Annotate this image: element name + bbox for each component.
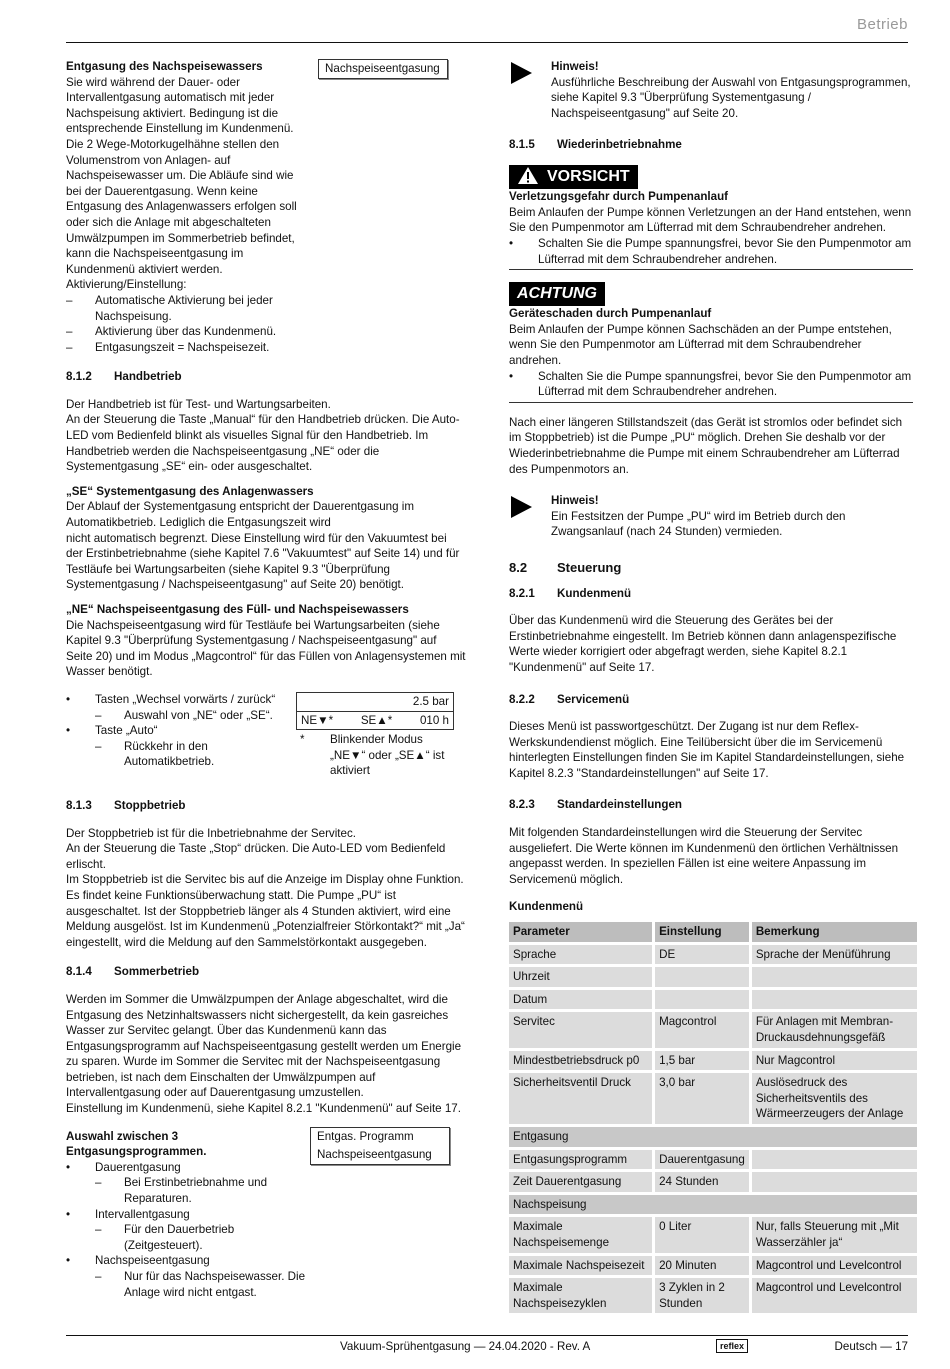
program-heading: Auswahl zwischen 3 Entgasungsprogrammen. — [66, 1129, 207, 1159]
footer-rule — [66, 1335, 908, 1336]
nachspeise-heading: Entgasung des Nachspeisewassers — [66, 60, 263, 73]
display-box-program: Entgas. Programm Nachspeiseentgasung — [310, 1127, 450, 1165]
table-row: Sicherheitsventil Druck 3,0 bar Auslösedruck des Sicherheitsventils des Wärmeerzeugers der Anlage — [509, 1073, 917, 1124]
table-row: Servitec Magcontrol Für Anlagen mit Membran-Druckausdehnungsgefäß — [509, 1012, 917, 1047]
arrow-right-icon — [509, 59, 551, 121]
page-header-section: Betrieb — [856, 16, 908, 33]
handbetrieb-para-1: Der Handbetrieb ist für Test- und Wartungsarbeiten. — [66, 397, 331, 411]
header-rule — [66, 42, 908, 43]
list-item: – Nur für das Nachspeisewasser. Die Anlage wird nicht entgast. — [95, 1270, 306, 1299]
display-box-nachspeiseentgasung: Nachspeiseentgasung — [318, 59, 448, 79]
display-se: SE▲* — [360, 713, 393, 727]
list-item: • Tasten „Wechsel vorwärts / zurück“ — [66, 692, 276, 706]
achtung-block: ACHTUNG Geräteschaden durch Pumpenanlauf Beim Anlaufen der Pumpe können Sachschäden an der Pumpe entstehen, wenn Sie den Pumpenmotor am Lüfterrad mit dem Schraubendreher andrehen. • Schalten Sie die Pumpe spannungsfrei, bevor Sie den Pumpenmotor am Lüfterrad mit dem Schraubendreher andrehen. — [509, 282, 913, 403]
list-item: – Bei Erstinbetriebnahme und Reparaturen. — [95, 1176, 268, 1206]
handbetrieb-para-2: An der Steuerung die Taste „Manual“ für den Handbetrieb drücken. Die Auto-LED vom Bedienfeld blinkt als visuelles Signal für den Handbetrieb. Im Handbetrieb werden die Nachspeiseentgasung „NE“ oder die Systementgasung „SE“ ein- oder ausgeschaltet. — [66, 413, 460, 474]
sommer-para-1: Werden im Sommer die Umwälzpumpen der Anlage abgeschaltet, wird die Entgasung des Netzinhaltswassers nicht sichergestellt, da kein gasreiches Wasser zur Servitec gelangt. Über das Kundenmenü kann das Entgasungsprogramm auf Nachspeiseentgasung gestellt werden um Energie zu sparen. Wurde im Sommer die Servitec mit der Nachspeiseentgasung betrieben, ist nach dem Einschalten der Umwälzpumpen auf Intervallentgasung oder auf Dauerentgasung umzustellen. — [66, 992, 462, 1100]
table-row: Maximale Nachspeisemenge 0 Liter Nur, falls Steuerung mit „Mit Wasserzähler ja“ — [509, 1217, 917, 1252]
ne-para-1: Die Nachspeiseentgasung wird für Testläufe bei Wartungsarbeiten (siehe Kapitel 9.3 "Überprüfung Systementgasung / Nachspeiseentgasung" auf Seite 20) und im Modus „Magcontrol“ für das Füllen von Anlagensystemen mit Wasser benötigt. — [66, 618, 466, 679]
table-title: Kundenmenü — [509, 900, 584, 914]
hint-note-2: Hinweis! Ein Festsitzen der Pumpe „PU“ wird im Betrieb durch den Zwangsanlauf (nach 24 Stunden) vermieden. — [509, 493, 913, 540]
reflex-logo: reflex — [716, 1339, 748, 1353]
footer-document-title: Vakuum-Sprühentgasung — 24.04.2020 - Rev. A — [340, 1340, 591, 1353]
footer-page-number: Deutsch — 17 — [834, 1340, 908, 1353]
list-item: • Intervallentgasung — [66, 1207, 190, 1221]
section-heading-8-1-5: 8.1.5 Wiederinbetriebnahme — [509, 138, 682, 152]
stopp-para-2: An der Steuerung die Taste „Stop“ drücken. Die Auto-LED vom Bedienfeld erlischt. — [66, 842, 446, 871]
stopp-para-3: Im Stoppbetrieb ist die Servitec bis auf die Anzeige im Display ohne Funktion. Es findet keine Funktionsüberwachung statt. Die Pumpe „PU“ ist ausgeschaltet. Ist der Stoppbetrieb länger als 4 Stunden aktiviert, wird eine Meldung ausgelöst. Ist im Kundenmenü „Potenzialfreier Störkontakt?“ mit „Ja“ eingestellt, wird die Meldung auf den Sammelstörkontakt ausgegeben. — [66, 873, 465, 949]
section-heading-8-2: 8.2 Steuerung — [509, 559, 622, 575]
nachspeise-para-3: Aktivierung/Einstellung: — [66, 278, 187, 292]
section-heading-8-2-3: 8.2.3 Standardeinstellungen — [509, 798, 682, 812]
controller-display — [296, 692, 454, 730]
servicemenu-para: Dieses Menü ist passwortgeschützt. Der Zugang ist nur dem Reflex-Werkskundendienst möglich. Eine Teilübersicht über die im Servicemenü hinterlegten Einstellungen finden Sie im Kapitel Standardeinstellungen, siehe Kapitel 8.2.3 "Standardeinstellungen" auf Seite 17. — [509, 720, 905, 780]
standard-para: Mit folgenden Standardeinstellungen wird die Steuerung der Servitec ausgeliefert. Die Werte können im Kundenmenü den örtlichen Verhältnissen angepasst werden. In speziellen Fällen ist eine weitere Anpassung im Servicemenü möglich. — [509, 826, 899, 886]
se-para-1: Der Ablauf der Systementgasung entspricht der Dauerentgasung im Automatikbetrieb. Lediglich die Entgasungszeit wird — [66, 500, 415, 530]
warning-triangle-icon — [517, 166, 539, 189]
list-item: • Schalten Sie die Pumpe spannungsfrei, bevor Sie den Pumpenmotor am Lüfterrad mit dem Schraubendreher andrehen. — [509, 369, 912, 399]
list-item: – Rückkehr in den Automatikbetrieb. — [95, 739, 215, 769]
display-ne: NE▼* — [301, 713, 334, 727]
se-heading: „SE“ Systementgasung des Anlagenwassers — [66, 484, 314, 498]
display-footnote: * Blinkender Modus „NE▼“ oder „SE▲“ ist aktiviert — [300, 733, 445, 778]
table-row: Maximale Nachspeisezeit 20 Minuten Magcontrol und Levelcontrol — [509, 1256, 917, 1276]
table-row: Uhrzeit — [509, 967, 917, 987]
table-row: Datum — [509, 990, 917, 1010]
section-heading-8-2-1: 8.2.1 Kundenmenü — [509, 586, 632, 600]
vorsicht-badge: VORSICHT — [509, 165, 638, 189]
arrow-right-icon — [509, 493, 551, 540]
kundenmenu-table — [506, 919, 920, 1316]
table-group-row: Nachspeisung — [509, 1195, 917, 1215]
display-pressure: 2.5 bar — [412, 694, 449, 708]
list-item: • Dauerentgasung — [66, 1160, 181, 1174]
section-heading-8-1-3: 8.1.3 Stoppbetrieb — [66, 798, 186, 812]
column-header: Parameter — [509, 922, 652, 942]
key-list-block — [66, 692, 466, 784]
achtung-badge: ACHTUNG — [509, 282, 605, 306]
list-item: • Taste „Auto“ — [66, 724, 158, 738]
right-column — [509, 59, 913, 1316]
table-header-row — [509, 922, 917, 942]
ne-heading: „NE“ Nachspeiseentgasung des Füll- und Nachspeisewassers — [66, 603, 409, 616]
list-item: – Auswahl von „NE“ oder „SE“. — [95, 708, 273, 722]
vorsicht-block: VORSICHT Verletzungsgefahr durch Pumpenanlauf Beim Anlaufen der Pumpe können Verletzungen an der Hand entstehen, wenn Sie den Pumpenmotor am Lüfterrad mit dem Schraubendreher andrehen. • Schalten Sie die Pumpe spannungsfrei, bevor Sie den Pumpenmotor am Lüfterrad mit dem Schraubendreher andrehen. — [509, 165, 913, 270]
section-heading-8-2-2: 8.2.2 Servicemenü — [509, 692, 630, 706]
column-header: Bemerkung — [752, 922, 917, 942]
list-item: – Für den Dauerbetrieb (Zeitgesteuert). — [95, 1223, 235, 1252]
section-heading-8-1-2: 8.1.2 Handbetrieb — [66, 370, 182, 384]
nachspeise-para-2: Die 2 Wege-Motorkugelhähne stellen den Volumenstrom von Anlagen- auf Nachspeisewasser um. Die Abläufe sind wie bei der Dauerentgasung. Wenn keine Entgasung des Anlagenwassers erfolgen soll oder sich die Anlage mit abgeschalteten Umwälzpumpen im Sommerbetrieb befindet, kann die Nachspeiseentgasung im Kundenmenü aktiviert werden. — [66, 137, 297, 276]
page-footer — [66, 1339, 908, 1357]
table-group-row: Entgasung — [509, 1127, 917, 1147]
table-row: Entgasungsprogramm Dauerentgasung — [509, 1150, 917, 1170]
table-row: Mindestbetriebsdruck p0 1,5 bar Nur Magcontrol — [509, 1051, 917, 1071]
table-row: Zeit Dauerentgasung 24 Stunden — [509, 1172, 917, 1192]
section-heading-8-1-4: 8.1.4 Sommerbetrieb — [66, 965, 200, 979]
list-item: • Schalten Sie die Pumpe spannungsfrei, bevor Sie den Pumpenmotor am Lüfterrad mit dem Schraubendreher andrehen. — [509, 237, 912, 266]
list-item: – Aktivierung über das Kundenmenü. — [66, 325, 277, 339]
nachspeise-para-1: Sie wird während der Dauer- oder Intervallentgasung automatisch mit jeder Nachspeisung aktiviert. Bedingung ist die entsprechende Einstellung im Kundenmenü. — [66, 75, 294, 136]
se-para-2: nicht automatisch begrenzt. Diese Einstellung wird für den Vakuumtest bei der Erstinbetriebnahme (siehe Kapitel 7.6 "Vakuumtest" auf Seite 14) und für Testläufe bei Wartungsarbeiten (siehe Kapitel 9.3 "Überprüfung Systementgasung / Nachspeiseentgasung" auf Seite 20) benötigt. — [66, 531, 460, 592]
left-column — [66, 59, 466, 1300]
column-header: Einstellung — [655, 922, 749, 942]
list-item: • Nachspeiseentgasung — [66, 1254, 210, 1268]
hint-note-1: Hinweis! Ausführliche Beschreibung der Auswahl von Entgasungsprogrammen, siehe Kapitel 9.3 "Überprüfung Systementgasung / Nachspeiseentgasung" auf Seite 20. — [509, 59, 913, 121]
kundenmenu-para: Über das Kundenmenü wird die Steuerung des Gerätes bei der Erstinbetriebnahme eingestellt. Im Betrieb können dann anlagenspezifische Werte wieder korrigiert oder abgefragt werden, siehe Kapitel 8.2.1 "Kundenmenü" auf Seite 17. — [509, 614, 897, 674]
restart-para: Nach einer längeren Stillstandszeit (das Gerät ist stromlos oder befindet sich im Stoppbetrieb) ist die Pumpe „PU“ möglich. Drehen Sie deshalb vor der Wiederinbetriebnahme die Pumpe mit einem Schraubendreher am Lüfterrad des Pumpenmotors an. — [509, 415, 903, 476]
program-block — [66, 1129, 466, 1301]
table-row: Sprache DE Sprache der Menüführung — [509, 945, 917, 965]
sommer-para-2: Einstellung im Kundenmenü, siehe Kapitel 8.2.1 "Kundenmenü" auf Seite 17. — [66, 1102, 461, 1116]
list-item: – Automatische Aktivierung bei jeder Nachspeisung. — [66, 293, 273, 323]
display-time: 010 h — [419, 713, 449, 727]
stopp-para-1: Der Stoppbetrieb ist für die Inbetriebnahme der Servitec. — [66, 826, 356, 840]
table-row: Maximale Nachspeisezyklen 3 Zyklen in 2 Stunden Magcontrol und Levelcontrol — [509, 1278, 917, 1313]
list-item: – Entgasungszeit = Nachspeisezeit. — [66, 340, 270, 354]
